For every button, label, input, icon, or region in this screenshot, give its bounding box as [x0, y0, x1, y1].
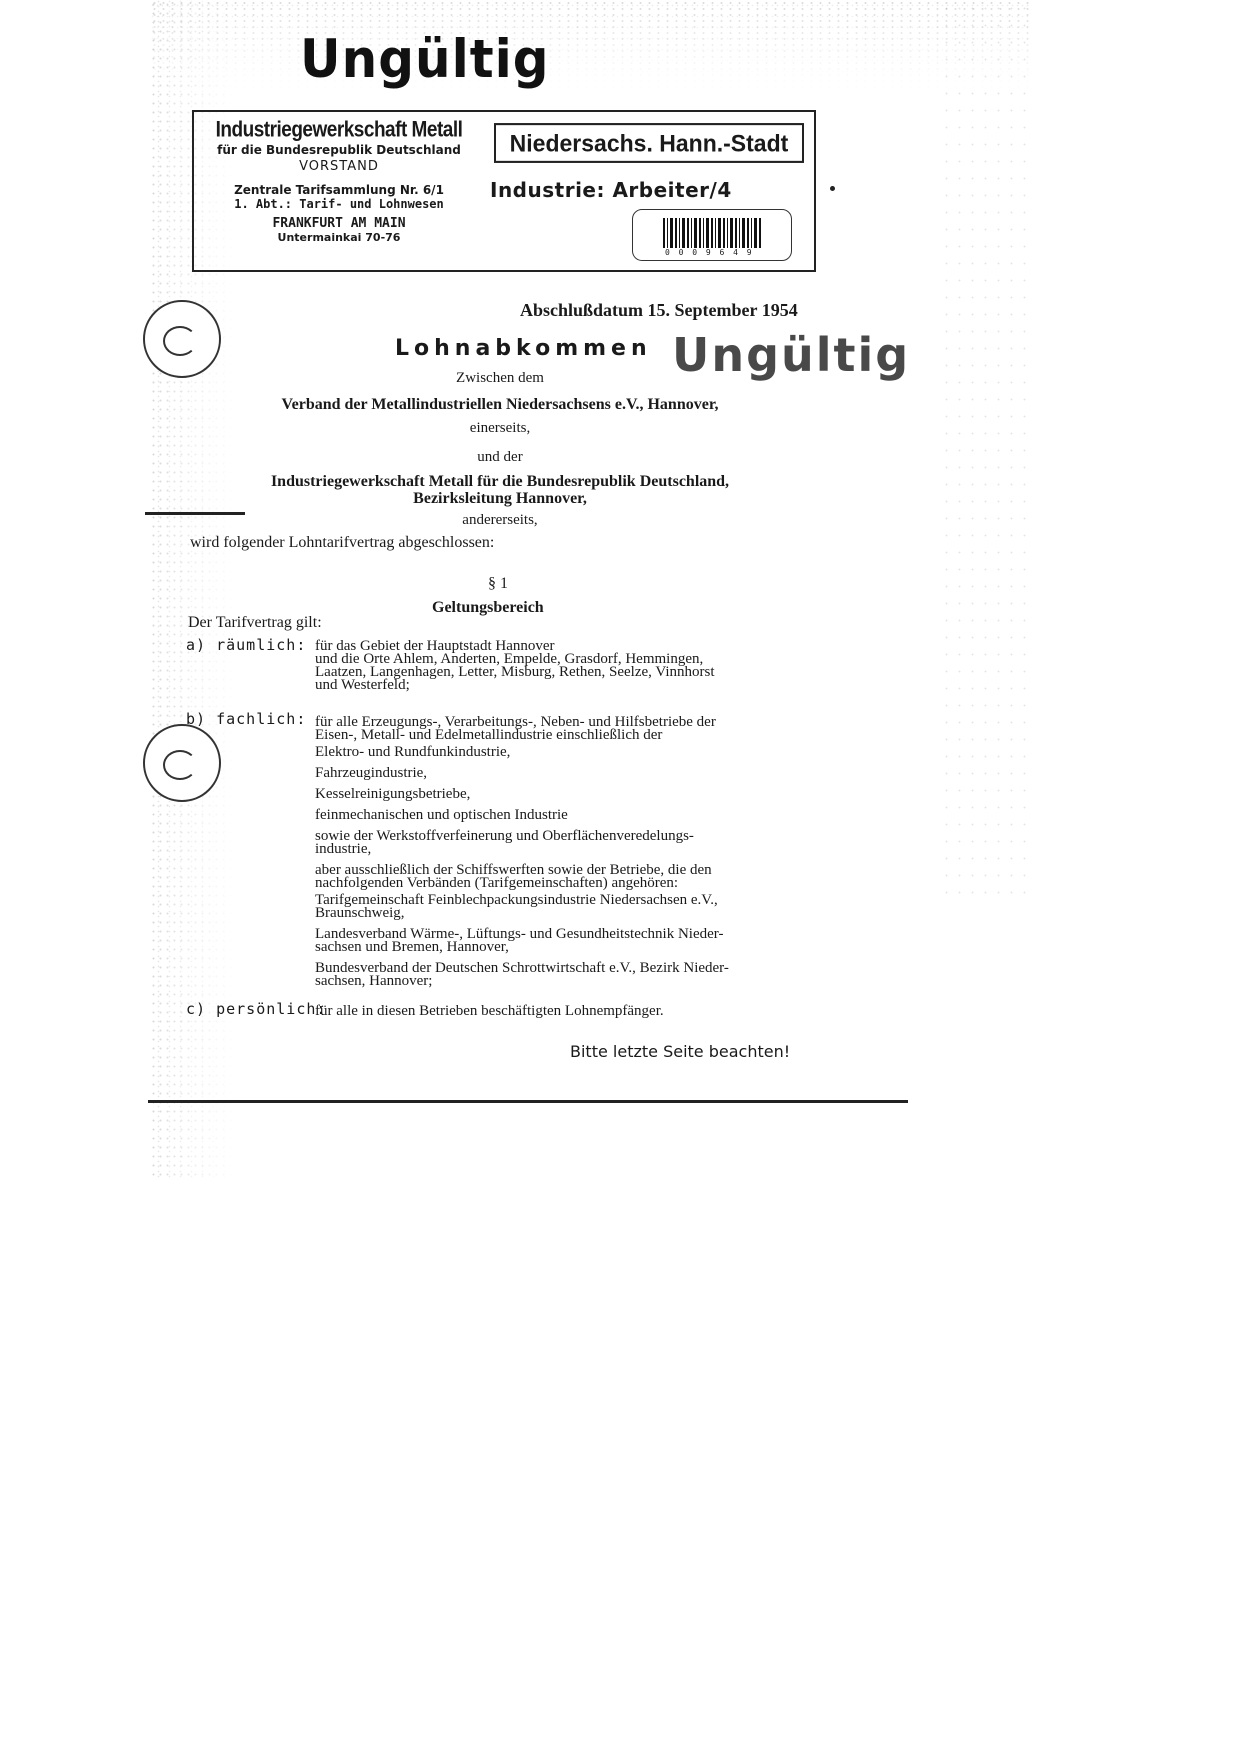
footer-note: Bitte letzte Seite beachten! — [570, 1042, 791, 1061]
category-label: Industrie: Arbeiter/4 — [490, 178, 732, 202]
text-line: sachsen, Hannover; — [315, 973, 433, 989]
text-line: aber ausschließlich der Schiffswerften sowie der Betriebe, die den — [315, 862, 712, 878]
party-two-line2: Bezirksleitung Hannover, — [413, 490, 587, 507]
text-line: industrie, — [315, 841, 372, 857]
invalid-stamp-middle: Ungültig — [672, 328, 911, 382]
document-title: Lohnabkommen — [395, 336, 652, 361]
text-line: Bundesverband der Deutschen Schrottwirtschaft e.V., Bezirk Nieder- — [315, 960, 729, 976]
item-text-a — [315, 640, 815, 692]
party-two-suffix: andererseits, — [462, 512, 538, 528]
text-line: Elektro- und Rundfunkindustrie, — [315, 744, 511, 760]
punch-hole-icon — [143, 724, 221, 802]
text-line: Fahrzeugindustrie, — [315, 765, 428, 781]
bullet-mark — [830, 186, 835, 191]
issuer-block — [194, 120, 484, 244]
party-one-suffix: einerseits, — [469, 420, 531, 436]
scan-noise-top — [150, 0, 1030, 95]
text-line: sachsen und Bremen, Hannover, — [315, 939, 509, 955]
text-line: Eisen-, Metall- und Edelmetallindustrie einschließlich der — [315, 727, 663, 743]
bottom-rule — [148, 1100, 908, 1103]
issuer-board: VORSTAND — [299, 159, 379, 175]
barcode-box — [632, 209, 792, 261]
department: 1. Abt.: Tarif- und Lohnwesen — [234, 197, 444, 212]
text-line: und die Orte Ahlem, Anderten, Empelde, Grasdorf, Hemmingen, — [315, 651, 704, 667]
agreement-text: wird folgender Lohntarifvertrag abgeschlossen: — [190, 534, 495, 551]
party-two-line1: Industriegewerkschaft Metall für die Bundesrepublik Deutschland, — [270, 473, 730, 490]
barcode-icon — [663, 218, 763, 248]
item-text-b — [315, 716, 815, 988]
issuer-name: Industriegewerkschaft Metall — [215, 118, 463, 143]
header-box — [192, 110, 816, 272]
and-text: und der — [477, 449, 523, 465]
text-line: für das Gebiet der Hauptstadt Hannover — [315, 638, 555, 654]
section-intro: Der Tarifvertrag gilt: — [188, 614, 322, 631]
divider — [145, 512, 245, 515]
section-heading: Geltungsbereich — [432, 599, 544, 616]
item-label-a: a) räumlich: — [186, 636, 307, 654]
text-line: für alle Erzeugungs-, Verarbeitungs-, Neben- und Hilfsbetriebe der — [315, 714, 716, 730]
item-label-b: b) fachlich: — [186, 710, 307, 728]
text-line: und Westerfeld; — [315, 677, 410, 693]
text-line: Kesselreinigungsbetriebe, — [315, 786, 471, 802]
text-line: feinmechanischen und optischen Industrie — [315, 807, 568, 823]
issuer-city: FRANKFURT AM MAIN — [272, 215, 406, 231]
conclusion-date: Abschlußdatum 15. September 1954 — [520, 300, 798, 320]
item-text-c — [315, 1005, 815, 1018]
between-text: Zwischen dem — [456, 370, 544, 386]
punch-hole-icon — [143, 300, 221, 378]
text-line: für alle in diesen Betrieben beschäftigten Lohnempfänger. — [315, 1003, 664, 1019]
party-one: Verband der Metallindustriellen Niedersachsens e.V., Hannover, — [281, 396, 719, 413]
collection-number: Zentrale Tarifsammlung Nr. 6/1 — [234, 182, 444, 197]
text-line: Tarifgemeinschaft Feinblechpackungsindustrie Niedersachsen e.V., — [315, 892, 718, 908]
text-line: sowie der Werkstoffverfeinerung und Oberflächenveredelungs- — [315, 828, 694, 844]
issuer-subtitle: für die Bundesrepublik Deutschland — [217, 142, 461, 157]
item-label-c: c) persönlich: — [186, 1000, 327, 1018]
text-line: Laatzen, Langenhagen, Letter, Misburg, Rethen, Seelze, Vinnhorst — [315, 664, 715, 680]
section-mark: § 1 — [488, 575, 508, 592]
region-label: Niedersachs. Hann.-Stadt — [494, 123, 804, 163]
text-line: Landesverband Wärme-, Lüftungs- und Gesundheitstechnik Nieder- — [315, 926, 724, 942]
barcode-number: 0 0 0 9 6 4 9 — [665, 248, 754, 257]
invalid-stamp-top: Ungültig — [300, 28, 550, 90]
text-line: Braunschweig, — [315, 905, 405, 921]
text-line: nachfolgenden Verbänden (Tarifgemeinschaften) angehören: — [315, 875, 679, 891]
issuer-street: Untermainkai 70-76 — [277, 231, 401, 245]
